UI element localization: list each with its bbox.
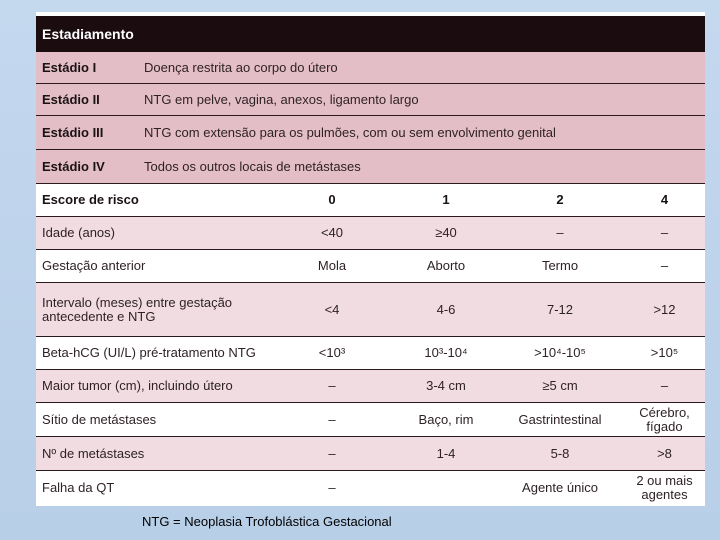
table-title: Estadiamento <box>42 26 134 42</box>
risk-value: 4-6 <box>436 301 456 317</box>
risk-value: <40 <box>320 225 344 240</box>
risk-label: Nº de metástases <box>42 445 145 461</box>
stage-label: Estádio I <box>42 59 97 75</box>
risk-value: – <box>660 225 669 240</box>
stage-row <box>36 84 705 116</box>
footnote: NTG = Neoplasia Trofoblástica Gestacional <box>142 514 392 529</box>
table-row <box>36 471 705 504</box>
risk-value: – <box>660 258 669 273</box>
risk-value: 1-4 <box>436 445 456 461</box>
table-title-row <box>36 16 705 52</box>
risk-value: Aborto <box>426 258 466 273</box>
table-row <box>36 250 705 283</box>
stage-label: Estádio III <box>42 124 104 140</box>
risk-label: Idade (anos) <box>42 225 115 240</box>
risk-header-col: 4 <box>660 192 669 207</box>
risk-value: 2 ou mais agentes <box>636 472 693 502</box>
risk-value: Baço, rim <box>418 411 474 427</box>
risk-header-row <box>36 184 705 217</box>
stage-desc: Doença restrita ao corpo do útero <box>144 59 338 75</box>
risk-value: 5-8 <box>550 445 570 461</box>
risk-value: 10³-10⁴ <box>424 345 468 360</box>
stage-label: Estádio II <box>42 91 100 107</box>
risk-value: – <box>328 378 336 393</box>
risk-value: Cérebro, fígado <box>639 404 690 434</box>
risk-value: ≥40 <box>435 225 457 240</box>
risk-value: – <box>328 479 336 495</box>
risk-value: – <box>328 445 336 461</box>
table-row <box>36 370 705 403</box>
risk-value: >10⁴-10⁵ <box>534 345 586 360</box>
risk-label: Gestação anterior <box>42 258 146 273</box>
risk-header-col: 0 <box>328 192 336 207</box>
stage-row <box>36 116 705 150</box>
table-row <box>36 283 705 337</box>
risk-header-col: 1 <box>442 192 450 207</box>
risk-value: >8 <box>657 445 672 461</box>
stage-row <box>36 52 705 84</box>
risk-value: – <box>556 225 564 240</box>
risk-label-line: antecedente e NTG <box>42 308 156 324</box>
stage-desc: NTG com extensão para os pulmões, com ou sem envolvimento genital <box>144 124 556 140</box>
risk-value: <4 <box>324 301 340 317</box>
table-row <box>36 337 705 370</box>
stage-label: Estádio IV <box>42 158 105 174</box>
risk-label: Falha da QT <box>42 479 115 495</box>
risk-value: Mola <box>317 258 347 273</box>
stage-row <box>36 150 705 184</box>
risk-label <box>36 296 268 324</box>
risk-value: >10⁵ <box>650 345 679 360</box>
risk-label: Maior tumor (cm), incluindo útero <box>42 378 233 393</box>
risk-value: 3-4 cm <box>426 378 466 393</box>
table-row <box>36 217 705 250</box>
risk-header-label: Escore de risco <box>42 192 139 207</box>
risk-value: 7-12 <box>546 301 574 317</box>
risk-label: Beta-hCG (UI/L) pré-tratamento NTG <box>42 345 256 360</box>
risk-label: Sítio de metástases <box>42 411 157 427</box>
risk-value: <10³ <box>318 345 346 360</box>
table-row <box>36 403 705 437</box>
table-row <box>36 437 705 471</box>
risk-value: Gastrintestinal <box>518 411 602 427</box>
risk-value: Agente único <box>522 479 598 495</box>
risk-value: – <box>660 378 669 393</box>
risk-value: Termo <box>541 258 579 273</box>
risk-header-col: 2 <box>556 192 564 207</box>
risk-label-line: Intervalo (meses) entre gestação <box>42 294 233 310</box>
stage-desc: NTG em pelve, vagina, anexos, ligamento largo <box>144 91 419 107</box>
risk-value: ≥5 cm <box>542 378 578 393</box>
stage-desc: Todos os outros locais de metástases <box>144 158 361 174</box>
risk-value: – <box>328 411 336 427</box>
risk-value: >12 <box>653 301 676 317</box>
